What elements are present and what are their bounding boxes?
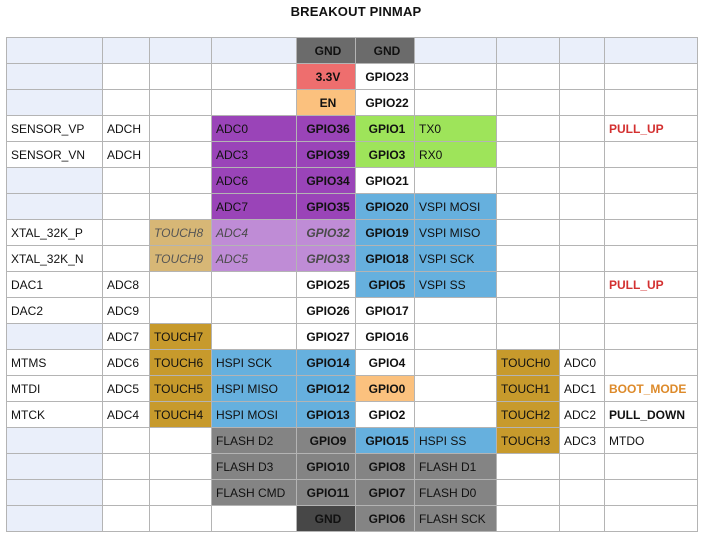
pin-left: GPIO34 bbox=[297, 168, 356, 194]
header-cell bbox=[560, 38, 605, 64]
table-row bbox=[7, 298, 698, 324]
alt-function-label: MTCK bbox=[7, 402, 103, 428]
adc-channel: ADCH bbox=[103, 142, 150, 168]
pin-left: 3.3V bbox=[297, 64, 356, 90]
pin-right: GPIO2 bbox=[356, 402, 415, 428]
pin-left: GPIO13 bbox=[297, 402, 356, 428]
pin-left: GPIO35 bbox=[297, 194, 356, 220]
pin-left: GPIO39 bbox=[297, 142, 356, 168]
pin-left: GPIO25 bbox=[297, 272, 356, 298]
adc-channel: ADC1 bbox=[560, 376, 605, 402]
pin-right: GPIO19 bbox=[356, 220, 415, 246]
pin-left: GPIO32 bbox=[297, 220, 356, 246]
table-row bbox=[7, 480, 698, 506]
spi-label: VSPI MOSI bbox=[415, 194, 497, 220]
table-row bbox=[7, 90, 698, 116]
note-label: BOOT_MODE bbox=[605, 376, 698, 402]
pin-left: GPIO11 bbox=[297, 480, 356, 506]
table-row bbox=[7, 64, 698, 90]
pin-left: EN bbox=[297, 90, 356, 116]
pin-right: GPIO21 bbox=[356, 168, 415, 194]
pin-left: GPIO36 bbox=[297, 116, 356, 142]
table-row bbox=[7, 194, 698, 220]
table-row bbox=[7, 116, 698, 142]
header-gnd-left: GND bbox=[297, 38, 356, 64]
touch-label: TOUCH6 bbox=[150, 350, 212, 376]
adc-channel: ADC6 bbox=[103, 350, 150, 376]
flash-label: FLASH D3 bbox=[212, 454, 297, 480]
note-label: MTDO bbox=[605, 428, 698, 454]
flash-label: FLASH D0 bbox=[415, 480, 497, 506]
adc-channel: ADC5 bbox=[103, 376, 150, 402]
pin-left: GPIO14 bbox=[297, 350, 356, 376]
alt-function-label: SENSOR_VP bbox=[7, 116, 103, 142]
touch-label: TOUCH3 bbox=[497, 428, 560, 454]
pin-right: GPIO8 bbox=[356, 454, 415, 480]
header-cell bbox=[497, 38, 560, 64]
pin-left: GPIO26 bbox=[297, 298, 356, 324]
note-label: PULL_UP bbox=[605, 272, 698, 298]
alt-function-label: MTDI bbox=[7, 376, 103, 402]
alt-function-label: XTAL_32K_N bbox=[7, 246, 103, 272]
pin-right: GPIO18 bbox=[356, 246, 415, 272]
header-cell bbox=[7, 38, 103, 64]
pin-right: GPIO16 bbox=[356, 324, 415, 350]
header-cell bbox=[150, 38, 212, 64]
adc-channel: ADC0 bbox=[560, 350, 605, 376]
alt-function-label: XTAL_32K_P bbox=[7, 220, 103, 246]
spi-label: HSPI SS bbox=[415, 428, 497, 454]
adc-label: ADC6 bbox=[212, 168, 297, 194]
flash-label: FLASH D1 bbox=[415, 454, 497, 480]
touch-label: TOUCH5 bbox=[150, 376, 212, 402]
pin-left: GPIO27 bbox=[297, 324, 356, 350]
table-row bbox=[7, 506, 698, 532]
uart-label: RX0 bbox=[415, 142, 497, 168]
table-row bbox=[7, 324, 698, 350]
pin-right: GPIO15 bbox=[356, 428, 415, 454]
page-title: BREAKOUT PINMAP bbox=[290, 4, 422, 19]
spi-label: HSPI MOSI bbox=[212, 402, 297, 428]
touch-label: TOUCH4 bbox=[150, 402, 212, 428]
touch-label: TOUCH0 bbox=[497, 350, 560, 376]
adc-channel: ADCH bbox=[103, 116, 150, 142]
table-row bbox=[7, 272, 698, 298]
header-cell bbox=[103, 38, 150, 64]
adc-channel: ADC3 bbox=[560, 428, 605, 454]
pin-right: GPIO0 bbox=[356, 376, 415, 402]
pin-left: GPIO12 bbox=[297, 376, 356, 402]
adc-label: ADC4 bbox=[212, 220, 297, 246]
pin-right: GPIO22 bbox=[356, 90, 415, 116]
adc-label: ADC0 bbox=[212, 116, 297, 142]
header-cell bbox=[212, 38, 297, 64]
table-row bbox=[7, 220, 698, 246]
pin-right: GPIO23 bbox=[356, 64, 415, 90]
flash-label: FLASH D2 bbox=[212, 428, 297, 454]
header-cell bbox=[605, 38, 698, 64]
table-row bbox=[7, 376, 698, 402]
adc-label: ADC7 bbox=[212, 194, 297, 220]
header-cell bbox=[415, 38, 497, 64]
note-label: PULL_DOWN bbox=[605, 402, 698, 428]
alt-function-label: DAC2 bbox=[7, 298, 103, 324]
spi-label: HSPI MISO bbox=[212, 376, 297, 402]
spi-label: VSPI SCK bbox=[415, 246, 497, 272]
pin-left: GPIO10 bbox=[297, 454, 356, 480]
pin-right: GPIO17 bbox=[356, 298, 415, 324]
adc-channel: ADC4 bbox=[103, 402, 150, 428]
adc-label: ADC3 bbox=[212, 142, 297, 168]
pin-right: GPIO3 bbox=[356, 142, 415, 168]
table-row-header bbox=[7, 38, 698, 64]
flash-label: FLASH SCK bbox=[415, 506, 497, 532]
pin-left: GPIO9 bbox=[297, 428, 356, 454]
table-row bbox=[7, 168, 698, 194]
spi-label: VSPI SS bbox=[415, 272, 497, 298]
pin-right: GPIO1 bbox=[356, 116, 415, 142]
touch-label: TOUCH9 bbox=[150, 246, 212, 272]
table-row bbox=[7, 402, 698, 428]
table-row bbox=[7, 246, 698, 272]
touch-label: TOUCH2 bbox=[497, 402, 560, 428]
pin-right: GPIO5 bbox=[356, 272, 415, 298]
table-row bbox=[7, 454, 698, 480]
table-row bbox=[7, 428, 698, 454]
pin-left: GND bbox=[297, 506, 356, 532]
pin-right: GPIO20 bbox=[356, 194, 415, 220]
pin-right: GPIO4 bbox=[356, 350, 415, 376]
uart-label: TX0 bbox=[415, 116, 497, 142]
spi-label: HSPI SCK bbox=[212, 350, 297, 376]
pin-right: GPIO6 bbox=[356, 506, 415, 532]
table-row bbox=[7, 350, 698, 376]
table-row bbox=[7, 142, 698, 168]
adc-channel: ADC8 bbox=[103, 272, 150, 298]
alt-function-label: DAC1 bbox=[7, 272, 103, 298]
alt-function-label: MTMS bbox=[7, 350, 103, 376]
touch-label: TOUCH8 bbox=[150, 220, 212, 246]
touch-label: TOUCH1 bbox=[497, 376, 560, 402]
pin-right: GPIO7 bbox=[356, 480, 415, 506]
adc-channel: ADC9 bbox=[103, 298, 150, 324]
spi-label: VSPI MISO bbox=[415, 220, 497, 246]
alt-function-label: SENSOR_VN bbox=[7, 142, 103, 168]
adc-label: ADC5 bbox=[212, 246, 297, 272]
adc-channel: ADC2 bbox=[560, 402, 605, 428]
pinmap-table bbox=[6, 37, 698, 532]
pin-left: GPIO33 bbox=[297, 246, 356, 272]
adc-channel: ADC7 bbox=[103, 324, 150, 350]
header-gnd-right: GND bbox=[356, 38, 415, 64]
note-label: PULL_UP bbox=[605, 116, 698, 142]
touch-label: TOUCH7 bbox=[150, 324, 212, 350]
flash-label: FLASH CMD bbox=[212, 480, 297, 506]
